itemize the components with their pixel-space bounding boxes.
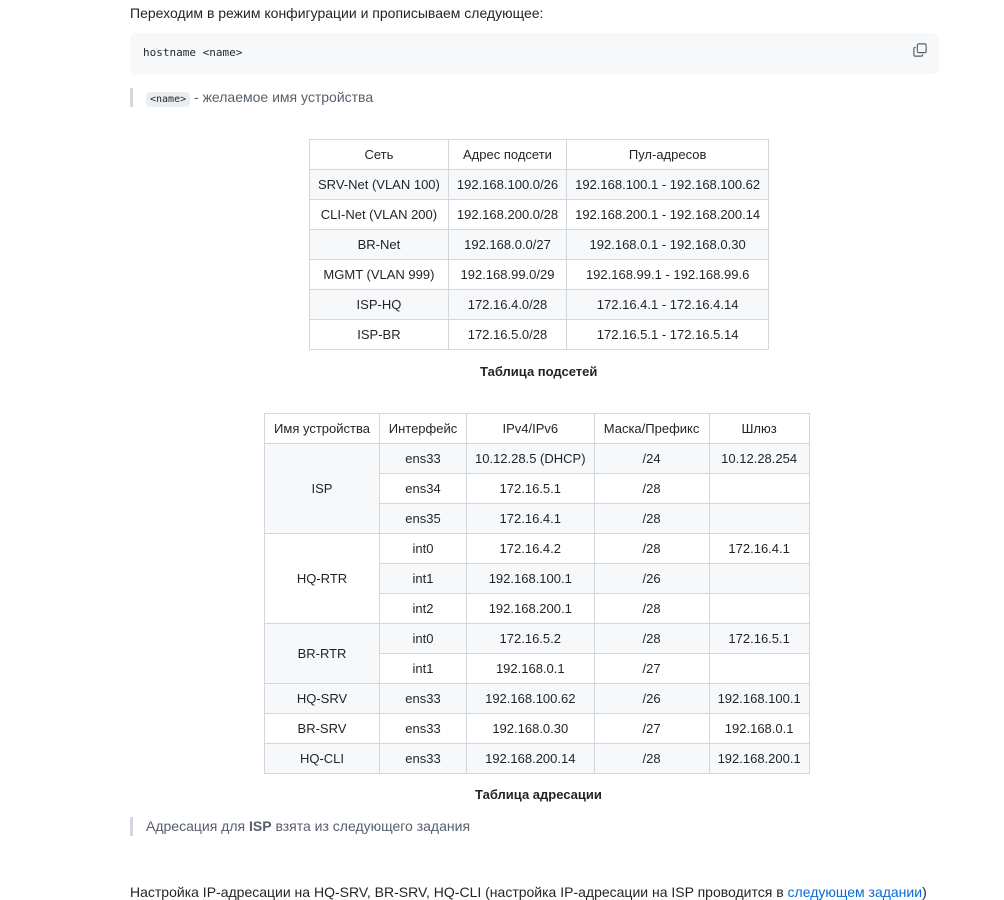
table-cell: /28 — [594, 744, 709, 774]
table-cell: 172.16.5.1 — [709, 624, 809, 654]
table-cell: /27 — [594, 654, 709, 684]
table-cell: /26 — [594, 564, 709, 594]
table-row — [265, 744, 810, 774]
table-cell: ISP-BR — [310, 320, 449, 350]
table-row — [310, 320, 769, 350]
inline-code-name: <name> — [146, 92, 190, 107]
code-text: hostname <name> — [143, 46, 243, 59]
code-block — [130, 33, 939, 74]
intro-paragraph: Переходим в режим конфигурации и прописываем следующее: — [130, 5, 544, 21]
table-cell: 192.168.200.1 — [467, 594, 595, 624]
copy-icon[interactable] — [913, 43, 927, 57]
table-row — [310, 230, 769, 260]
table-cell: 10.12.28.254 — [709, 444, 809, 474]
table-cell: 192.168.0.1 — [709, 714, 809, 744]
table-row — [310, 170, 769, 200]
header-cell: Пул-адресов — [567, 140, 769, 170]
addressing-table-caption: Таблица адресации — [475, 787, 602, 802]
header-cell: Имя устройства — [265, 414, 380, 444]
table-cell: ens33 — [380, 714, 467, 744]
table-row — [310, 290, 769, 320]
table-cell: ISP-HQ — [310, 290, 449, 320]
table-cell: int2 — [380, 594, 467, 624]
table-cell — [709, 504, 809, 534]
table-cell: 192.168.200.1 - 192.168.200.14 — [567, 200, 769, 230]
table-cell: 192.168.200.0/28 — [448, 200, 566, 230]
table-cell: ens34 — [380, 474, 467, 504]
table-header-row — [265, 414, 810, 444]
table-cell: 192.168.100.62 — [467, 684, 595, 714]
bottom-paragraph — [130, 884, 927, 900]
table-cell: 10.12.28.5 (DHCP) — [467, 444, 595, 474]
note-text: - желаемое имя устройства — [190, 89, 374, 105]
table-cell: 192.168.0.1 — [467, 654, 595, 684]
table-cell: 172.16.4.1 - 172.16.4.14 — [567, 290, 769, 320]
table-row — [310, 260, 769, 290]
table-cell: BR-Net — [310, 230, 449, 260]
table-cell: /28 — [594, 594, 709, 624]
table-cell: /27 — [594, 714, 709, 744]
header-cell: IPv4/IPv6 — [467, 414, 595, 444]
table-cell: ens33 — [380, 444, 467, 474]
table-cell — [709, 654, 809, 684]
table-cell: 172.16.5.0/28 — [448, 320, 566, 350]
device-cell: BR-RTR — [265, 624, 380, 684]
table-cell: ens33 — [380, 684, 467, 714]
table-cell: /28 — [594, 624, 709, 654]
table-cell: 192.168.100.0/26 — [448, 170, 566, 200]
device-cell: HQ-CLI — [265, 744, 380, 774]
table-cell: 172.16.4.1 — [709, 534, 809, 564]
table-cell: 192.168.99.0/29 — [448, 260, 566, 290]
table-cell: 172.16.4.2 — [467, 534, 595, 564]
bottom-text: Настройка IP-адресации на HQ-SRV, BR-SRV, HQ-CLI (настройка IP-адресации на ISP проводится в — [130, 884, 788, 900]
isp-note-bold: ISP — [248, 818, 272, 834]
table-row — [265, 444, 810, 474]
subnet-table — [309, 139, 769, 350]
table-cell: 172.16.5.2 — [467, 624, 595, 654]
table-cell: /28 — [594, 504, 709, 534]
table-cell: 172.16.4.0/28 — [448, 290, 566, 320]
device-cell: ISP — [265, 444, 380, 534]
table-cell — [709, 474, 809, 504]
table-cell: 192.168.99.1 - 192.168.99.6 — [567, 260, 769, 290]
table-cell: ens33 — [380, 744, 467, 774]
table-cell: int0 — [380, 534, 467, 564]
subnet-table-caption: Таблица подсетей — [480, 364, 598, 379]
addressing-table — [264, 413, 810, 774]
table-cell: SRV-Net (VLAN 100) — [310, 170, 449, 200]
header-cell: Адрес подсети — [448, 140, 566, 170]
next-task-link[interactable]: следующем задании — [787, 884, 923, 900]
isp-note-after: взята из следующего задания — [271, 818, 471, 834]
table-cell: int1 — [380, 654, 467, 684]
table-row — [265, 534, 810, 564]
table-cell — [709, 594, 809, 624]
note-blockquote — [130, 88, 373, 107]
table-cell: ens35 — [380, 504, 467, 534]
table-cell: int1 — [380, 564, 467, 594]
header-cell: Интерфейс — [380, 414, 467, 444]
device-cell: BR-SRV — [265, 714, 380, 744]
header-cell: Шлюз — [709, 414, 809, 444]
table-cell: /28 — [594, 474, 709, 504]
table-cell: 192.168.0.30 — [467, 714, 595, 744]
table-cell: 172.16.5.1 — [467, 474, 595, 504]
table-row — [310, 200, 769, 230]
header-cell: Маска/Префикс — [594, 414, 709, 444]
table-cell: 172.16.4.1 — [467, 504, 595, 534]
device-cell: HQ-SRV — [265, 684, 380, 714]
bottom-after: ) — [922, 884, 927, 900]
table-cell: /28 — [594, 534, 709, 564]
isp-note-blockquote — [130, 817, 470, 836]
table-cell: /26 — [594, 684, 709, 714]
table-cell: MGMT (VLAN 999) — [310, 260, 449, 290]
table-cell: CLI-Net (VLAN 200) — [310, 200, 449, 230]
table-cell: 192.168.100.1 — [709, 684, 809, 714]
table-cell: 192.168.0.1 - 192.168.0.30 — [567, 230, 769, 260]
table-cell — [709, 564, 809, 594]
table-cell: 192.168.200.1 — [709, 744, 809, 774]
table-row — [265, 624, 810, 654]
table-cell: 192.168.0.0/27 — [448, 230, 566, 260]
table-cell: 192.168.100.1 — [467, 564, 595, 594]
table-cell: 192.168.200.14 — [467, 744, 595, 774]
table-row — [265, 684, 810, 714]
table-cell: int0 — [380, 624, 467, 654]
table-cell: /24 — [594, 444, 709, 474]
isp-note-before: Адресация для — [146, 818, 249, 834]
header-cell: Сеть — [310, 140, 449, 170]
table-cell: 192.168.100.1 - 192.168.100.62 — [567, 170, 769, 200]
table-cell: 172.16.5.1 - 172.16.5.14 — [567, 320, 769, 350]
device-cell: HQ-RTR — [265, 534, 380, 624]
table-row — [265, 714, 810, 744]
table-header-row — [310, 140, 769, 170]
